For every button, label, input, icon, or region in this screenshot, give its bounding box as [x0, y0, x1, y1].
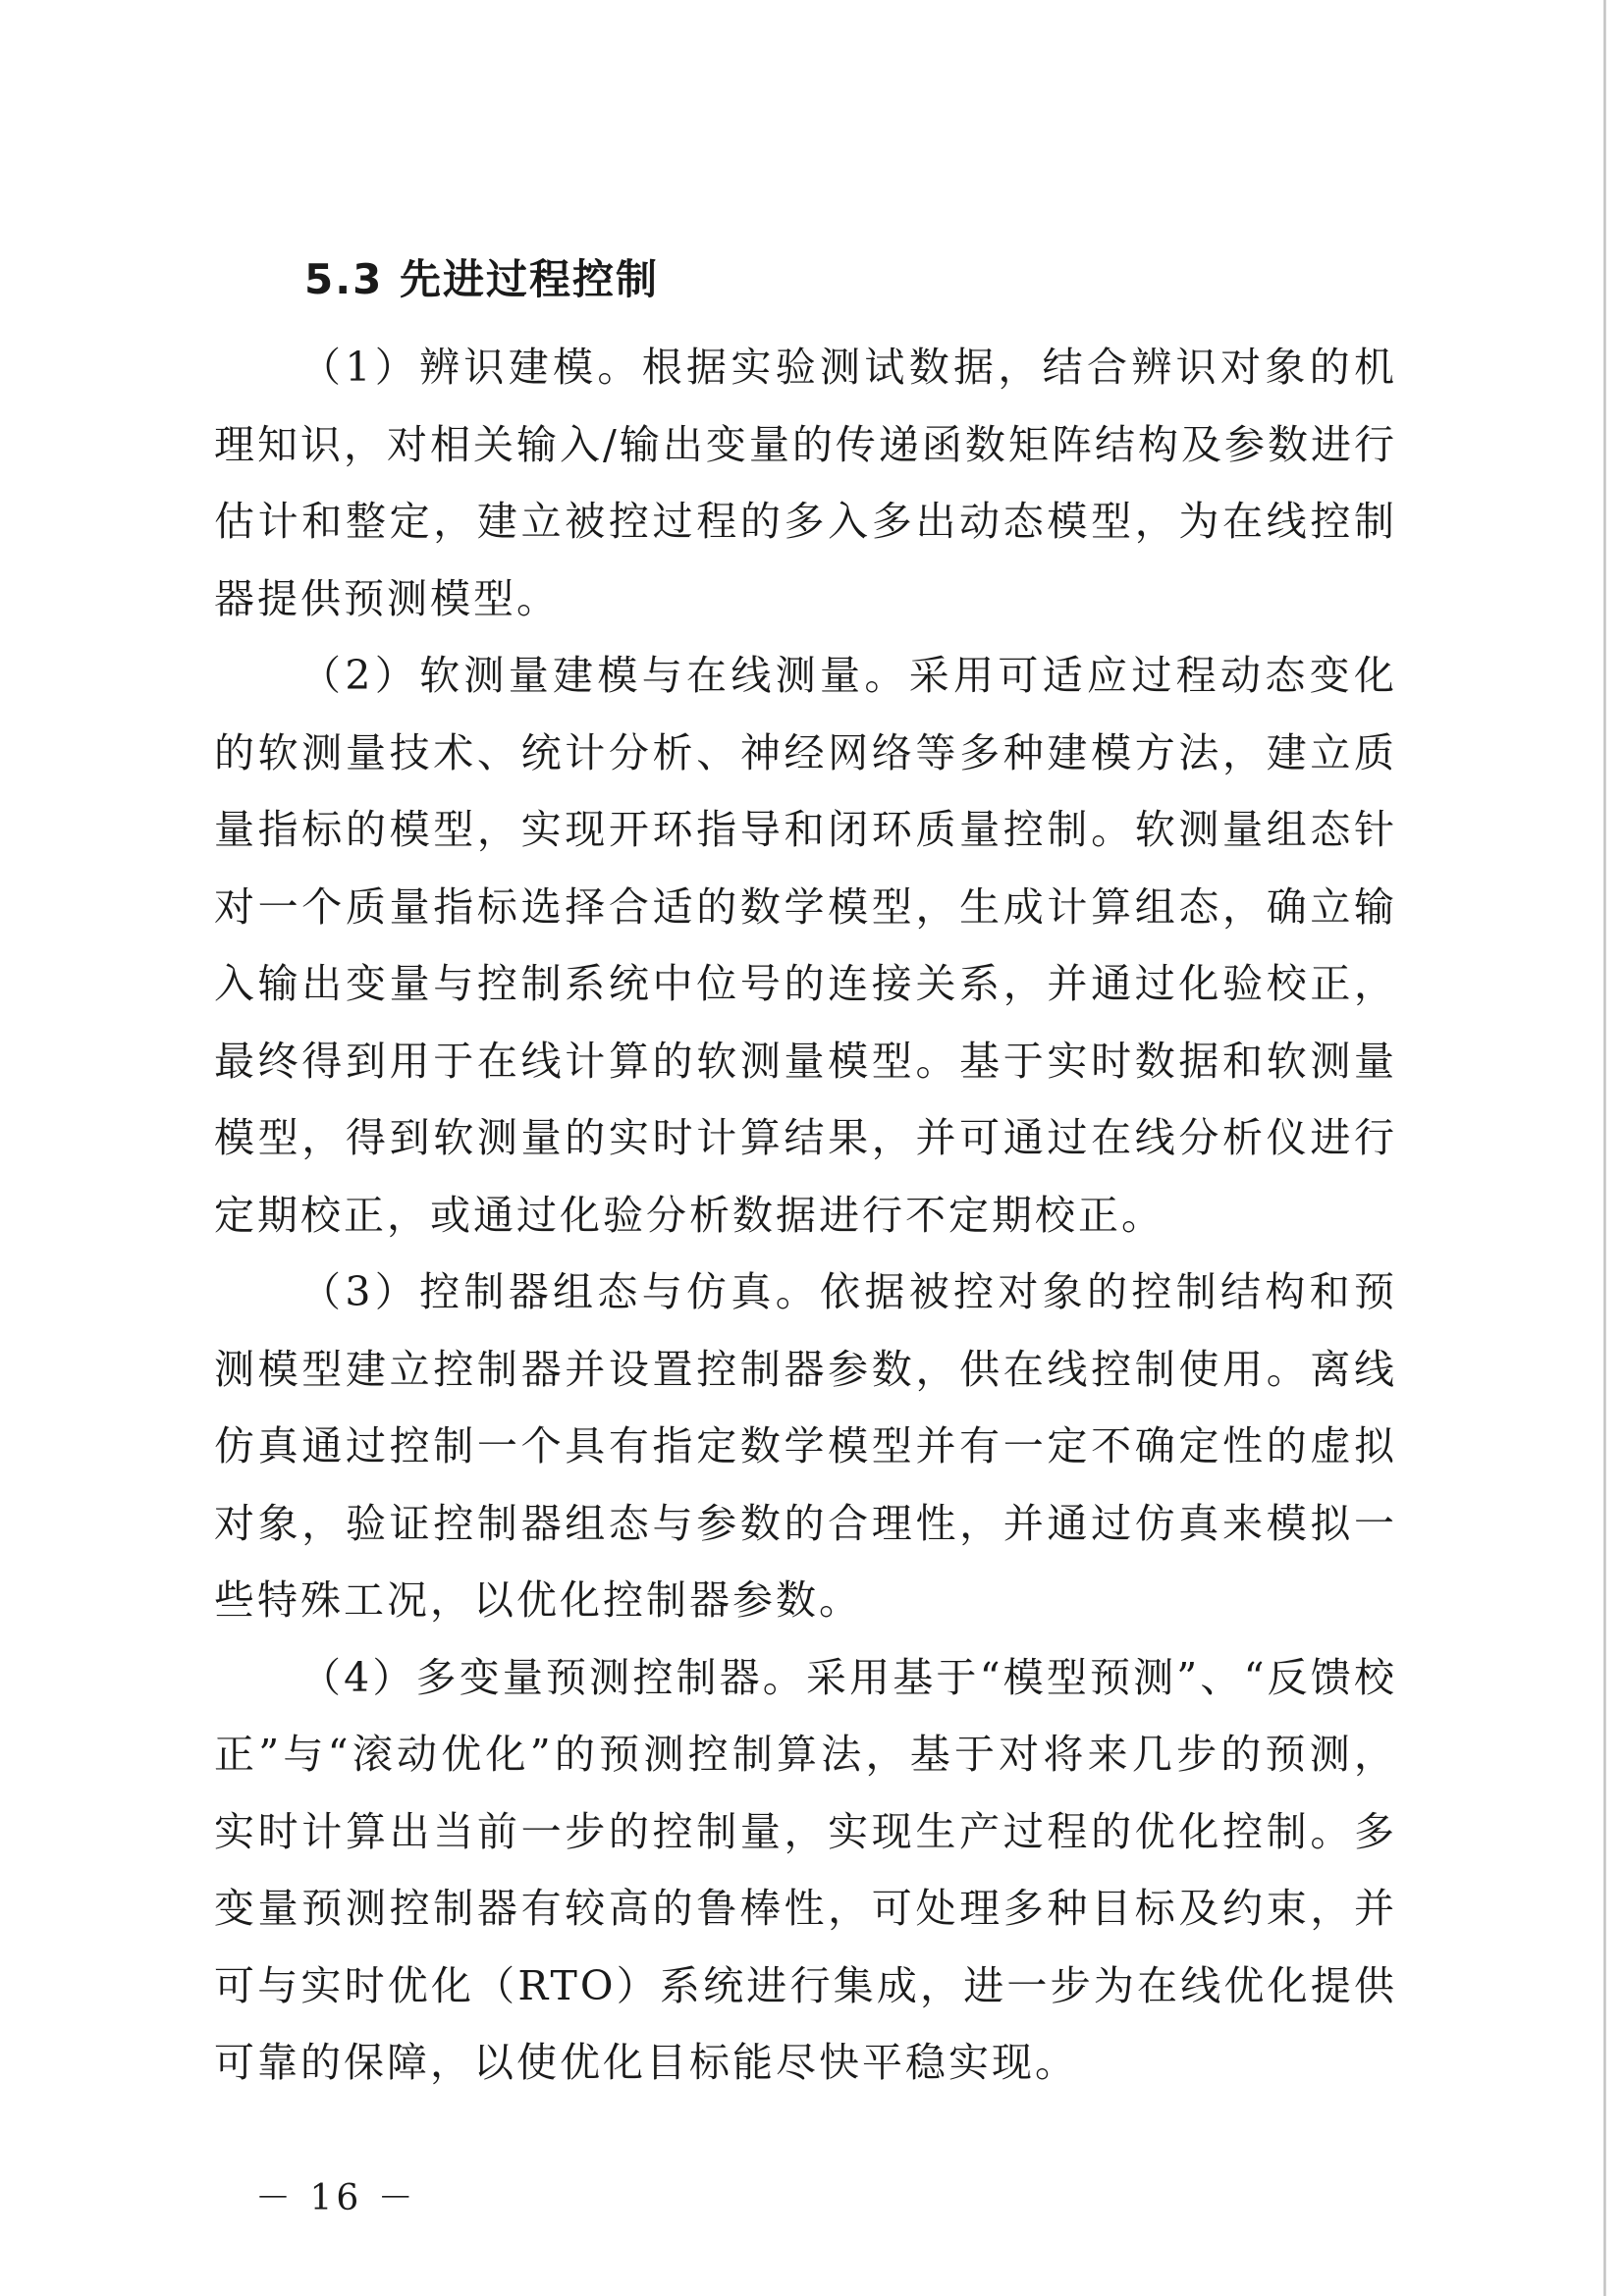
paragraph-identification-modeling: （1）辨识建模。根据实验测试数据，结合辨识对象的机理知识，对相关输入/输出变量的传递函数矩阵结构及参数进行估计和整定，建立被控过程的多入多出动态模型，为在线控制器提供预测模型。	[214, 344, 1397, 622]
paragraph-soft-sensor-modeling: （2）软测量建模与在线测量。采用可适应过程动态变化的软测量技术、统计分析、神经网络等多种建模方法，建立质量指标的模型，实现开环指导和闭环质量控制。软测量组态针对一个质量指标选择合适的数学模型，生成计算组态，确立输入输出变量与控制系统中位号的连接关系，并通过化验校正，最终得到用于在线计算的软测量模型。基于实时数据和软测量模型，得到软测量的实时计算结果，并可通过在线分析仪进行定期校正，或通过化验分析数据进行不定期校正。	[214, 652, 1397, 1239]
scan-edge	[1603, 0, 1606, 2296]
page-number: － 16 －	[255, 2178, 417, 2218]
body-text	[214, 329, 1397, 2102]
paragraph-multivariable-predictive-control: （4）多变量预测控制器。采用基于“模型预测”、“反馈校正”与“滚动优化”的预测控制算法，基于对将来几步的预测，实时计算出当前一步的控制量，实现生产过程的优化控制。多变量预测控制器有较高的鲁棒性，可处理多种目标及约束，并可与实时优化（RTO）系统进行集成，进一步为在线优化提供可靠的保障，以使优化目标能尽快平稳实现。	[214, 1653, 1397, 2086]
paragraph-controller-configuration: （3）控制器组态与仿真。依据被控对象的控制结构和预测模型建立控制器并设置控制器参数，供在线控制使用。离线仿真通过控制一个具有指定数学模型并有一定不确定性的虚拟对象，验证控制器组态与参数的合理性，并通过仿真来模拟一些特殊工况，以优化控制器参数。	[214, 1268, 1397, 1624]
section-heading: 5.3 先进过程控制	[304, 255, 660, 303]
